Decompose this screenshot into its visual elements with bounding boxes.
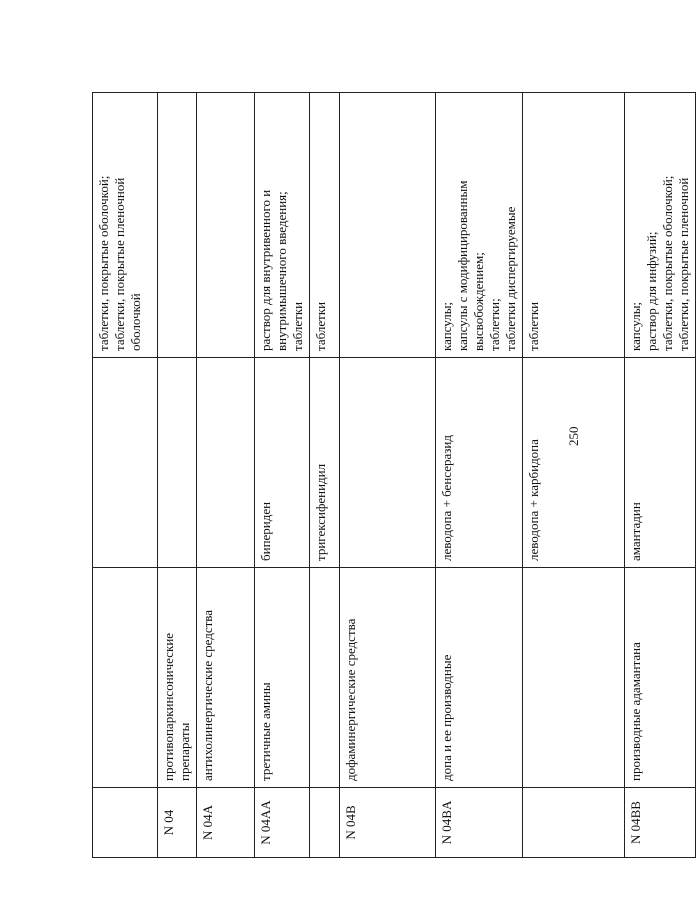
dosage-forms-cell	[310, 93, 340, 358]
group-cell	[523, 568, 625, 788]
group-cell	[93, 568, 158, 788]
table-row	[158, 93, 197, 858]
dosage-form-line: раствор для внутривенного и	[258, 189, 273, 351]
dosage-form-line: раствор для инфузий;	[644, 231, 659, 351]
table-row	[625, 93, 696, 858]
table-row	[197, 93, 255, 858]
dosage-forms-cell	[255, 93, 310, 358]
dosage-forms-cell	[93, 93, 158, 358]
table-row	[523, 93, 625, 858]
page-number: 250	[566, 426, 581, 446]
drug-cell	[197, 358, 255, 568]
table-row	[340, 93, 436, 858]
dosage-forms-cell	[625, 93, 696, 358]
group-cell	[340, 568, 436, 788]
drug-cell: леводопа + бенсеразид	[436, 358, 523, 568]
group-line: антихолинергические средства	[200, 609, 215, 781]
dosage-forms-cell	[340, 93, 436, 358]
dosage-form-line: таблетки	[526, 301, 541, 351]
dosage-form-line: таблетки, покрытые пленочной	[676, 177, 691, 351]
dosage-form-line: капсулы;	[628, 301, 643, 351]
dosage-form-line: высвобождением;	[471, 252, 486, 351]
atc-code-cell	[310, 788, 340, 858]
drug-cell: бипериден	[255, 358, 310, 568]
drug-cell	[158, 358, 197, 568]
dosage-form-line: таблетки, покрытые пленочной	[112, 177, 127, 351]
dosage-forms-cell	[158, 93, 197, 358]
dosage-form-line: таблетки, покрытые оболочкой;	[660, 175, 675, 351]
atc-code-cell	[93, 788, 158, 858]
dosage-form-line: оболочкой	[128, 293, 143, 351]
group-line: производные адамантана	[628, 642, 643, 781]
group-cell	[436, 568, 523, 788]
dosage-form-line: капсулы;	[439, 301, 454, 351]
dosage-form-line: таблетки, покрытые оболочкой;	[96, 175, 111, 351]
drug-cell	[340, 358, 436, 568]
table-row	[436, 93, 523, 858]
atc-code-cell: N 04BB	[625, 788, 696, 858]
table-row	[255, 93, 310, 858]
atc-code-cell	[523, 788, 625, 858]
drug-cell: амантадин	[625, 358, 696, 568]
dosage-form-line: таблетки;	[487, 298, 502, 351]
group-cell	[197, 568, 255, 788]
drug-cell: тригексифенидил	[310, 358, 340, 568]
dosage-form-line: таблетки диспергируемые	[503, 206, 518, 351]
table-row	[310, 93, 340, 858]
group-cell	[625, 568, 696, 788]
atc-code-cell: N 04B	[340, 788, 436, 858]
group-line: противопаркинсонические	[161, 632, 176, 781]
drug-cell	[93, 358, 158, 568]
dosage-forms-cell	[197, 93, 255, 358]
group-line: препараты	[177, 722, 192, 781]
dosage-forms-cell	[436, 93, 523, 358]
atc-code-cell: N 04	[158, 788, 197, 858]
dosage-form-line: таблетки	[290, 301, 305, 351]
group-line: третичные амины	[258, 682, 273, 781]
dosage-form-line: капсулы с модифицированным	[455, 180, 470, 351]
group-cell	[310, 568, 340, 788]
group-line: допа и ее производные	[439, 654, 454, 781]
group-cell	[255, 568, 310, 788]
group-cell	[158, 568, 197, 788]
group-line: дофаминергические средства	[343, 618, 358, 781]
dosage-form-line: таблетки	[313, 301, 328, 351]
dosage-forms-cell	[523, 93, 625, 358]
dosage-form-line: внутримышечного введения;	[274, 191, 289, 351]
atc-code-cell: N 04BA	[436, 788, 523, 858]
atc-code-cell: N 04AA	[255, 788, 310, 858]
drug-table	[92, 92, 696, 858]
atc-code-cell: N 04A	[197, 788, 255, 858]
table-row	[93, 93, 158, 858]
drug-cell: леводопа + карбидопа	[523, 358, 625, 568]
